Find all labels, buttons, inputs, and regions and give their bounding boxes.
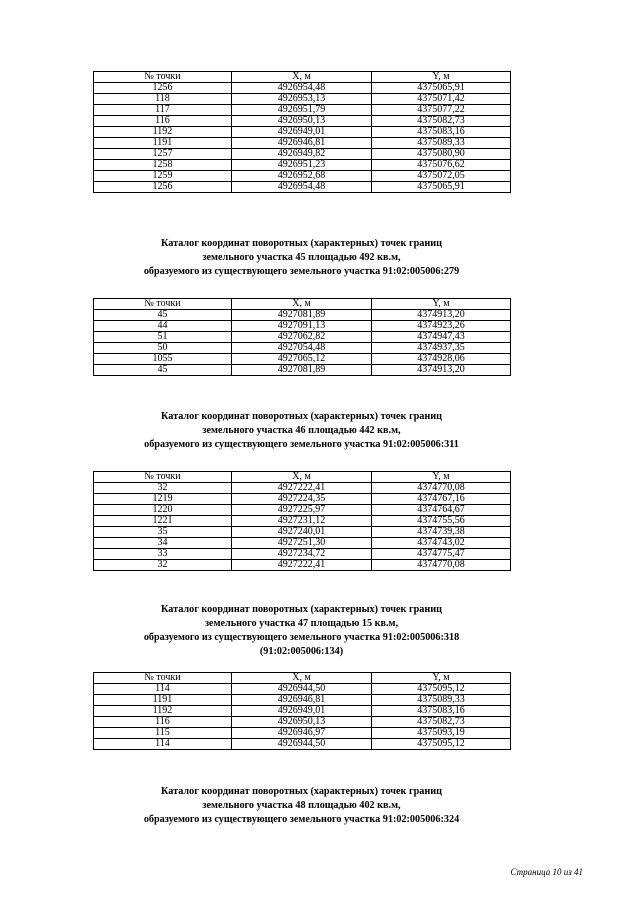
- cell-x: 4926951,23: [232, 160, 372, 171]
- header-point-number: № точки: [94, 299, 232, 310]
- cell-x: 4927222,41: [232, 483, 372, 494]
- table-row: [94, 739, 511, 750]
- table-row: [94, 538, 511, 549]
- cell-y: 4374913,20: [372, 310, 511, 321]
- caption-line: образуемого из существующего земельного участка 91:02:005006:279: [143, 266, 460, 277]
- table-row: [94, 728, 511, 739]
- header-y: Y, м: [372, 299, 511, 310]
- coordinates-table-plot-45: [93, 298, 511, 376]
- cell-x: 4927234,72: [232, 549, 372, 560]
- coordinates-table-plot-47: [93, 672, 511, 750]
- cell-x: 4927222,41: [232, 560, 372, 571]
- cell-y: 4375080,90: [372, 149, 511, 160]
- cell-point-number: 51: [94, 332, 232, 343]
- cell-x: 4927081,89: [232, 365, 372, 376]
- cell-point-number: 116: [94, 116, 232, 127]
- table-row: [94, 182, 511, 193]
- cell-y: 4375089,33: [372, 695, 511, 706]
- cell-y: 4375093,19: [372, 728, 511, 739]
- cell-point-number: 45: [94, 310, 232, 321]
- caption-line: Каталог координат поворотных (характерных) точек границ: [161, 411, 442, 422]
- cell-x: 4926946,81: [232, 695, 372, 706]
- caption-line: (91:02:005006:134): [259, 646, 344, 657]
- cell-point-number: 34: [94, 538, 232, 549]
- cell-point-number: 32: [94, 483, 232, 494]
- cell-point-number: 116: [94, 717, 232, 728]
- header-y: Y, м: [372, 72, 511, 83]
- cell-y: 4374947,43: [372, 332, 511, 343]
- cell-point-number: 50: [94, 343, 232, 354]
- cell-y: 4375089,33: [372, 138, 511, 149]
- table-row: [94, 138, 511, 149]
- cell-x: 4927062,82: [232, 332, 372, 343]
- cell-y: 4375095,12: [372, 739, 511, 750]
- coordinates-table-top: [93, 71, 511, 193]
- cell-point-number: 33: [94, 549, 232, 560]
- table-row: [94, 494, 511, 505]
- caption-line: земельного участка 46 площадью 442 кв.м,: [202, 425, 401, 436]
- table-row: [94, 354, 511, 365]
- cell-x: 4927240,01: [232, 527, 372, 538]
- cell-point-number: 1192: [94, 127, 232, 138]
- cell-point-number: 114: [94, 739, 232, 750]
- table-row: [94, 321, 511, 332]
- caption-line: Каталог координат поворотных (характерных) точек границ: [161, 238, 442, 249]
- cell-x: 4926946,81: [232, 138, 372, 149]
- table-header-row: [94, 299, 511, 310]
- cell-x: 4926953,13: [232, 94, 372, 105]
- cell-point-number: 1256: [94, 83, 232, 94]
- table-row: [94, 310, 511, 321]
- header-point-number: № точки: [94, 72, 232, 83]
- table-row: [94, 684, 511, 695]
- table-row: [94, 116, 511, 127]
- cell-point-number: 1258: [94, 160, 232, 171]
- cell-y: 4375072,05: [372, 171, 511, 182]
- table-row: [94, 343, 511, 354]
- cell-y: 4375095,12: [372, 684, 511, 695]
- cell-point-number: 1256: [94, 182, 232, 193]
- header-x: X, м: [232, 299, 372, 310]
- cell-x: 4926950,13: [232, 116, 372, 127]
- cell-x: 4927091,13: [232, 321, 372, 332]
- table-row: [94, 560, 511, 571]
- table-header-row: [94, 673, 511, 684]
- header-point-number: № точки: [94, 673, 232, 684]
- page-number: Страница 10 из 41: [510, 867, 583, 877]
- cell-y: 4375083,16: [372, 127, 511, 138]
- caption-plot-45: [93, 237, 510, 279]
- cell-x: 4927224,35: [232, 494, 372, 505]
- table-row: [94, 149, 511, 160]
- cell-y: 4374767,16: [372, 494, 511, 505]
- cell-point-number: 1191: [94, 695, 232, 706]
- header-x: X, м: [232, 72, 372, 83]
- table-row: [94, 505, 511, 516]
- cell-x: 4926951,79: [232, 105, 372, 116]
- table-row: [94, 483, 511, 494]
- coordinates-table-plot-46: [93, 471, 511, 571]
- header-point-number: № точки: [94, 472, 232, 483]
- cell-x: 4926944,50: [232, 684, 372, 695]
- caption-line: земельного участка 47 площадью 15 кв.м,: [204, 618, 399, 629]
- cell-y: 4374770,08: [372, 560, 511, 571]
- table-row: [94, 516, 511, 527]
- caption-line: Каталог координат поворотных (характерных) точек границ: [161, 786, 442, 797]
- cell-y: 4375076,62: [372, 160, 511, 171]
- cell-y: 4374928,06: [372, 354, 511, 365]
- cell-x: 4926954,48: [232, 83, 372, 94]
- caption-plot-46: [93, 410, 510, 452]
- cell-x: 4926954,48: [232, 182, 372, 193]
- cell-y: 4375082,73: [372, 717, 511, 728]
- caption-line: Каталог координат поворотных (характерных) точек границ: [161, 604, 442, 615]
- table-row: [94, 549, 511, 560]
- cell-x: 4927225,97: [232, 505, 372, 516]
- cell-x: 4926949,82: [232, 149, 372, 160]
- table-row: [94, 83, 511, 94]
- table-row: [94, 127, 511, 138]
- cell-point-number: 32: [94, 560, 232, 571]
- table-row: [94, 160, 511, 171]
- table-row: [94, 105, 511, 116]
- cell-x: 4926950,13: [232, 717, 372, 728]
- cell-point-number: 1221: [94, 516, 232, 527]
- table-row: [94, 527, 511, 538]
- cell-x: 4927231,12: [232, 516, 372, 527]
- cell-y: 4375065,91: [372, 83, 511, 94]
- cell-x: 4927081,89: [232, 310, 372, 321]
- cell-y: 4375082,73: [372, 116, 511, 127]
- cell-y: 4374739,38: [372, 527, 511, 538]
- caption-plot-48: [93, 785, 510, 827]
- cell-x: 4926949,01: [232, 706, 372, 717]
- table-header-row: [94, 472, 511, 483]
- cell-x: 4926952,68: [232, 171, 372, 182]
- table-header-row: [94, 72, 511, 83]
- table-row: [94, 332, 511, 343]
- table-row: [94, 706, 511, 717]
- table-row: [94, 94, 511, 105]
- caption-line: образуемого из существующего земельного участка 91:02:005006:318: [143, 632, 460, 643]
- cell-point-number: 115: [94, 728, 232, 739]
- cell-y: 4374937,35: [372, 343, 511, 354]
- cell-y: 4374755,56: [372, 516, 511, 527]
- cell-point-number: 1055: [94, 354, 232, 365]
- cell-point-number: 118: [94, 94, 232, 105]
- table-row: [94, 365, 511, 376]
- cell-x: 4927065,12: [232, 354, 372, 365]
- cell-y: 4375065,91: [372, 182, 511, 193]
- cell-y: 4375083,16: [372, 706, 511, 717]
- cell-point-number: 114: [94, 684, 232, 695]
- cell-point-number: 45: [94, 365, 232, 376]
- cell-y: 4374775,47: [372, 549, 511, 560]
- cell-y: 4375077,22: [372, 105, 511, 116]
- table-row: [94, 717, 511, 728]
- cell-y: 4374770,08: [372, 483, 511, 494]
- cell-point-number: 1220: [94, 505, 232, 516]
- cell-point-number: 1257: [94, 149, 232, 160]
- header-y: Y, м: [372, 472, 511, 483]
- cell-y: 4374764,67: [372, 505, 511, 516]
- header-x: X, м: [232, 472, 372, 483]
- cell-point-number: 35: [94, 527, 232, 538]
- caption-line: земельного участка 48 площадью 402 кв.м,: [202, 800, 401, 811]
- caption-line: образуемого из существующего земельного участка 91:02:005006:324: [143, 814, 460, 825]
- cell-x: 4926946,97: [232, 728, 372, 739]
- header-x: X, м: [232, 673, 372, 684]
- cell-x: 4927054,48: [232, 343, 372, 354]
- cell-point-number: 117: [94, 105, 232, 116]
- cell-y: 4375071,42: [372, 94, 511, 105]
- caption-plot-47: [93, 603, 510, 659]
- cell-point-number: 1192: [94, 706, 232, 717]
- cell-y: 4374743,02: [372, 538, 511, 549]
- header-y: Y, м: [372, 673, 511, 684]
- cell-point-number: 1259: [94, 171, 232, 182]
- cell-point-number: 44: [94, 321, 232, 332]
- cell-x: 4926949,01: [232, 127, 372, 138]
- caption-line: земельного участка 45 площадью 492 кв.м,: [202, 252, 401, 263]
- cell-x: 4926944,50: [232, 739, 372, 750]
- cell-y: 4374923,26: [372, 321, 511, 332]
- table-row: [94, 695, 511, 706]
- cell-point-number: 1219: [94, 494, 232, 505]
- cell-y: 4374913,20: [372, 365, 511, 376]
- caption-line: образуемого из существующего земельного участка 91:02:005006:311: [144, 439, 459, 450]
- cell-point-number: 1191: [94, 138, 232, 149]
- cell-x: 4927251,30: [232, 538, 372, 549]
- table-row: [94, 171, 511, 182]
